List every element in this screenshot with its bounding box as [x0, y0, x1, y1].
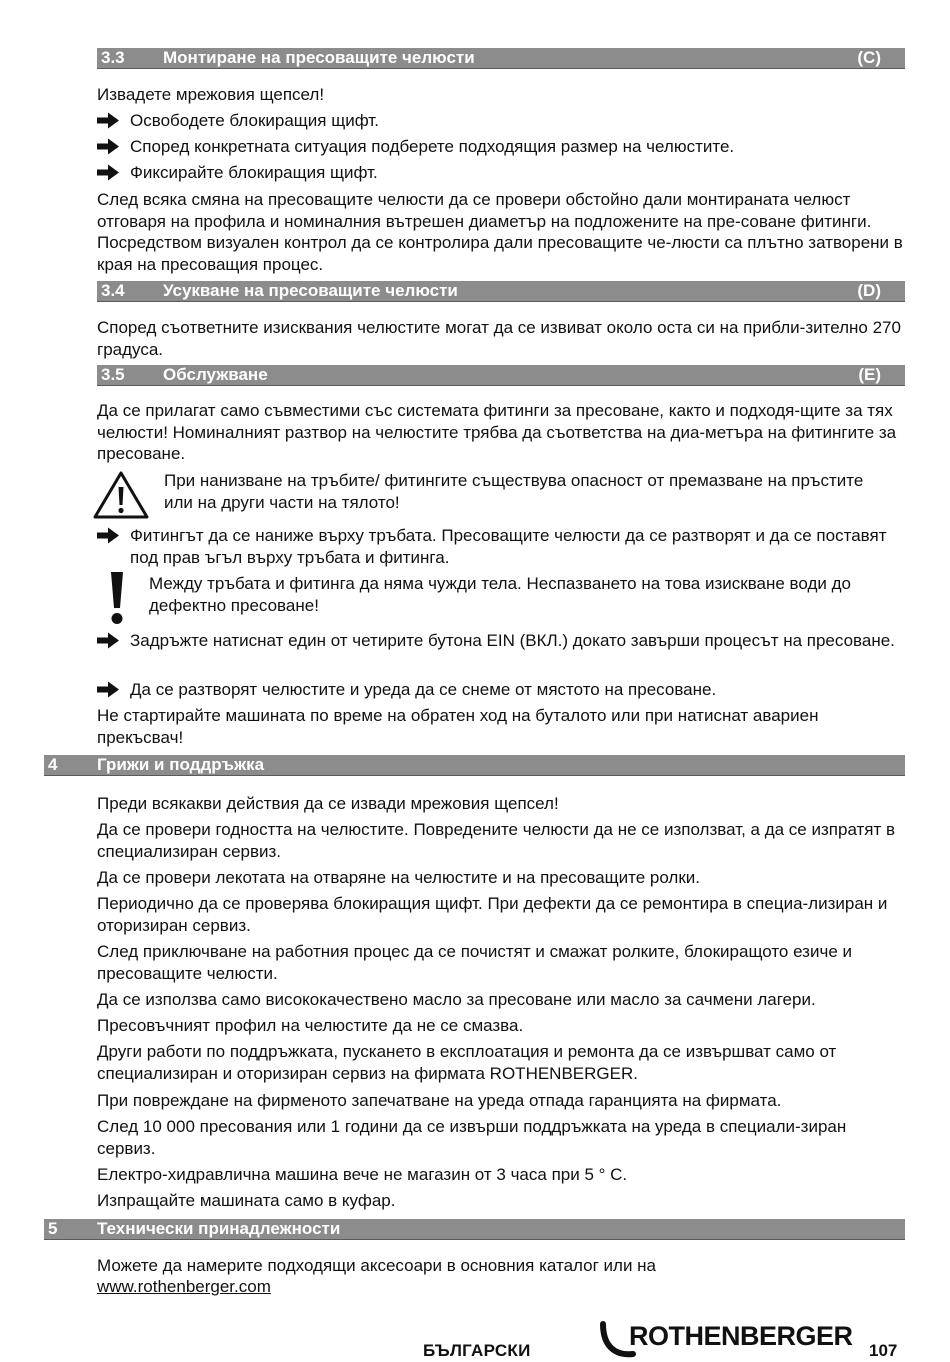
- section-title: Монтиране на пресоващите челюсти: [163, 48, 475, 67]
- section-number: 3.4: [101, 281, 125, 300]
- warning-text: При нанизване на тръбите/ фитингите съществува опасност от премазване на пръстите или на други части на тялото!: [164, 471, 864, 512]
- maintenance-item: Пресовъчният профил на челюстите да не се смазва.: [97, 1016, 524, 1035]
- maintenance-item: При повреждане на фирменото запечатване на уреда отпада гаранцията на фирмата.: [97, 1091, 782, 1110]
- step-text: Фиксирайте блокиращия щифт.: [130, 163, 378, 182]
- warning-triangle-icon: [92, 470, 150, 520]
- maintenance-item: Електро-хидравлична машина вече не магазин от 3 часа при 5 ° C.: [97, 1165, 628, 1184]
- section-number: 3.5: [101, 365, 125, 384]
- step-text: Според конкретната ситуация подберете подходящия размер на челюстите.: [130, 137, 735, 156]
- maintenance-item: Изпращайте машината само в куфар.: [97, 1191, 396, 1210]
- step-text: Да се разтворят челюстите и уреда да се снеме от мястото на пресоване.: [130, 680, 717, 699]
- section-title: Усукване на пресоващите челюсти: [163, 281, 458, 300]
- arrow-right-icon: [97, 525, 121, 546]
- section-number: 4: [48, 755, 58, 774]
- step-item: [97, 162, 905, 184]
- notice-text: Между тръбата и фитинга да няма чужди тела. Неспазването на това изискване води до дефектно пресоване!: [149, 574, 851, 615]
- maintenance-item: Преди всякакви действия да се извади мрежовия щепсел!: [97, 794, 559, 813]
- step-item: [97, 525, 905, 568]
- arrow-right-icon: [97, 136, 121, 157]
- section-title: Грижи и поддръжка: [97, 755, 265, 774]
- step-item: [97, 679, 905, 701]
- paragraph: Не стартирайте машината по време на обратен ход на буталото или при натиснат авариен прекъсвач!: [97, 706, 819, 747]
- brand-name: ROTHENBERGER: [629, 1321, 853, 1351]
- instruction-text: Извадете мрежовия щепсел!: [97, 85, 325, 104]
- paragraph: След всяка смяна на пресоващите челюсти да се провери обстойно дали монтираната челюст отговаря на профила и номиналния вътрешен диаметър на подложените на пре-соване фитинги. Посредством визуален контрол да се контролира дали пресоващите че-люсти са плътно затворени в края на пресоващия процес.: [97, 190, 903, 274]
- section-header-3-4: [97, 281, 905, 302]
- section-number: 3.3: [101, 48, 125, 67]
- page-number: 107: [869, 1341, 898, 1360]
- section-header-3-3: [97, 48, 905, 69]
- step-text: Освободете блокиращия щифт.: [130, 111, 379, 130]
- figure-reference: (C): [857, 48, 881, 67]
- step-item: [97, 110, 905, 132]
- paragraph: Можете да намерите подходящи аксесоари в основния каталог или на: [97, 1256, 656, 1275]
- maintenance-item: Периодично да се проверява блокиращия щифт. При дефекти да се ремонтира в специа-лизиран и оторизиран сервиз.: [97, 894, 888, 935]
- figure-reference: (E): [858, 365, 881, 384]
- arrow-right-icon: [97, 630, 121, 651]
- maintenance-item: Да се провери лекотата на отваряне на челюстите и на пресоващите ролки.: [97, 868, 700, 887]
- section-header-5: [44, 1219, 905, 1240]
- step-text: Задръжте натиснат един от четирите бутона EIN (ВКЛ.) докато завърши процесът на пресоване.: [130, 631, 895, 650]
- arrow-right-icon: [97, 110, 121, 131]
- maintenance-item: След приключване на работния процес да се почистят и смажат ролките, блокиращото езиче и пресоващите челюсти.: [97, 942, 853, 983]
- step-item: [97, 136, 905, 158]
- rothenberger-logo: [597, 1318, 855, 1362]
- section-header-4: [44, 755, 905, 776]
- website-link[interactable]: www.rothenberger.com: [97, 1277, 271, 1296]
- paragraph: Да се прилагат само съвместими със системата фитинги за пресоване, както и подходя-щите за тях челюсти! Номиналният разтвор на челюстите трябва да съответства на диа-метъра на фитингите за пресоване.: [97, 401, 897, 463]
- maintenance-item: Да се провери годността на челюстите. Повредените челюсти да не се използват, а да се изпратят в специализиран сервиз.: [97, 820, 896, 861]
- section-title: Технически принадлежности: [97, 1219, 341, 1238]
- footer-language: БЪЛГАРСКИ: [423, 1341, 531, 1360]
- figure-reference: (D): [857, 281, 881, 300]
- exclamation-icon: [107, 570, 127, 626]
- paragraph: Според съответните изисквания челюстите могат да се извиват около оста си на прибли-зително 270 градуса.: [97, 318, 901, 359]
- section-title: Обслужване: [163, 365, 268, 384]
- section-header-3-5: [97, 365, 905, 386]
- step-item: [97, 630, 905, 652]
- step-text: Фитингът да се нанижe върху тръбата. Пресоващите челюсти да се разтворят и да се поставят под прав ъгъл върху тръбата и фитинга.: [130, 526, 887, 567]
- arrow-right-icon: [97, 679, 121, 700]
- arrow-right-icon: [97, 162, 121, 183]
- maintenance-item: Други работи по поддръжката, пускането в експлоатация и ремонта да се извършват само от специализиран и оторизиран сервиз на фирмата ROTHENBERGER.: [97, 1042, 837, 1083]
- maintenance-item: След 10 000 пресования или 1 години да се извърши поддръжката на уреда в специали-зиран сервиз.: [97, 1117, 847, 1158]
- section-number: 5: [48, 1219, 58, 1238]
- maintenance-item: Да се използва само висококачествено масло за пресоване или масло за сачмени лагери.: [97, 990, 816, 1009]
